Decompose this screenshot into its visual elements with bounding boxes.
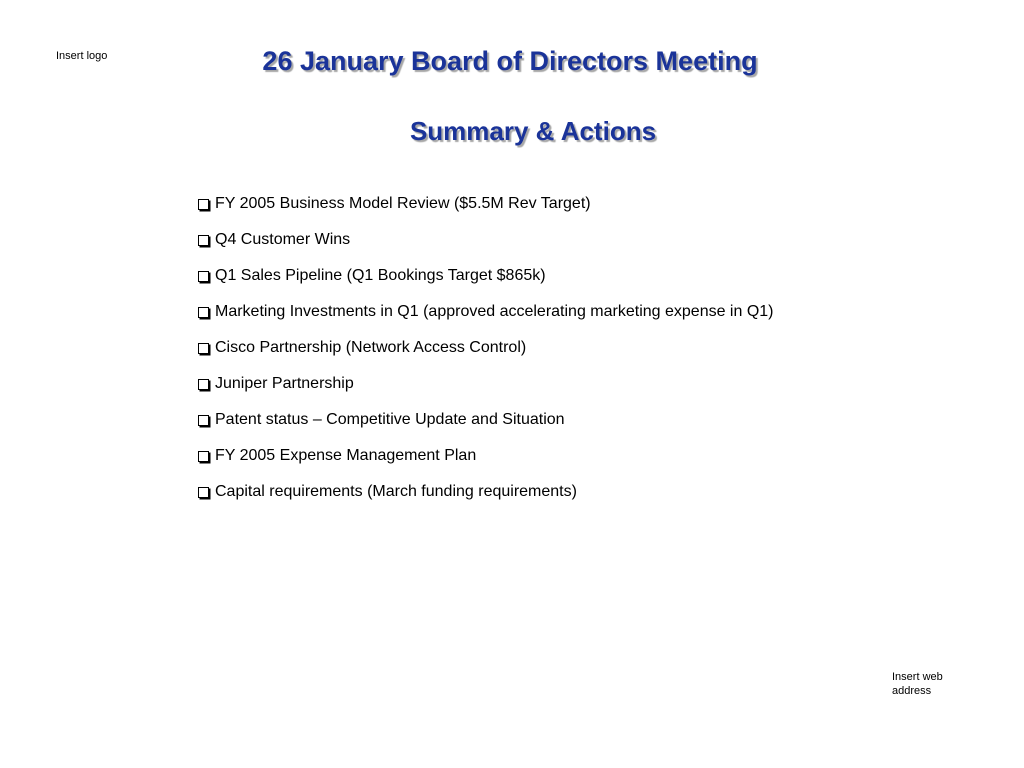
- agenda-item: [198, 438, 774, 474]
- agenda-item: [198, 402, 774, 438]
- agenda-list: [198, 186, 774, 510]
- checkbox-icon: [198, 379, 209, 390]
- web-address-placeholder: Insert web address: [892, 671, 943, 697]
- agenda-item-label: Cisco Partnership (Network Access Control): [215, 339, 527, 356]
- slide-title: 26 January Board of Directors Meeting: [262, 46, 758, 76]
- agenda-item: [198, 186, 774, 222]
- agenda-item: [198, 474, 774, 510]
- logo-placeholder: Insert logo: [56, 50, 108, 62]
- agenda-item: [198, 366, 774, 402]
- checkbox-icon: [198, 415, 209, 426]
- agenda-item-label: Q1 Sales Pipeline (Q1 Bookings Target $865k): [215, 267, 546, 284]
- checkbox-icon: [198, 235, 209, 246]
- checkbox-icon: [198, 487, 209, 498]
- agenda-item-label: Juniper Partnership: [215, 375, 354, 392]
- agenda-item-label: Q4 Customer Wins: [215, 231, 351, 248]
- checkbox-icon: [198, 199, 209, 210]
- agenda-item: [198, 222, 774, 258]
- checkbox-icon: [198, 271, 209, 282]
- agenda-item-label: FY 2005 Business Model Review ($5.5M Rev Target): [215, 195, 591, 212]
- agenda-item: [198, 330, 774, 366]
- agenda-item-label: Marketing Investments in Q1 (approved accelerating marketing expense in Q1): [215, 303, 774, 320]
- agenda-item: [198, 258, 774, 294]
- checkbox-icon: [198, 343, 209, 354]
- agenda-item-label: Capital requirements (March funding requirements): [215, 483, 577, 500]
- agenda-item-label: FY 2005 Expense Management Plan: [215, 447, 477, 464]
- checkbox-icon: [198, 307, 209, 318]
- agenda-item-label: Patent status – Competitive Update and Situation: [215, 411, 565, 428]
- checkbox-icon: [198, 451, 209, 462]
- agenda-item: [198, 294, 774, 330]
- slide-subtitle: Summary & Actions: [409, 116, 657, 146]
